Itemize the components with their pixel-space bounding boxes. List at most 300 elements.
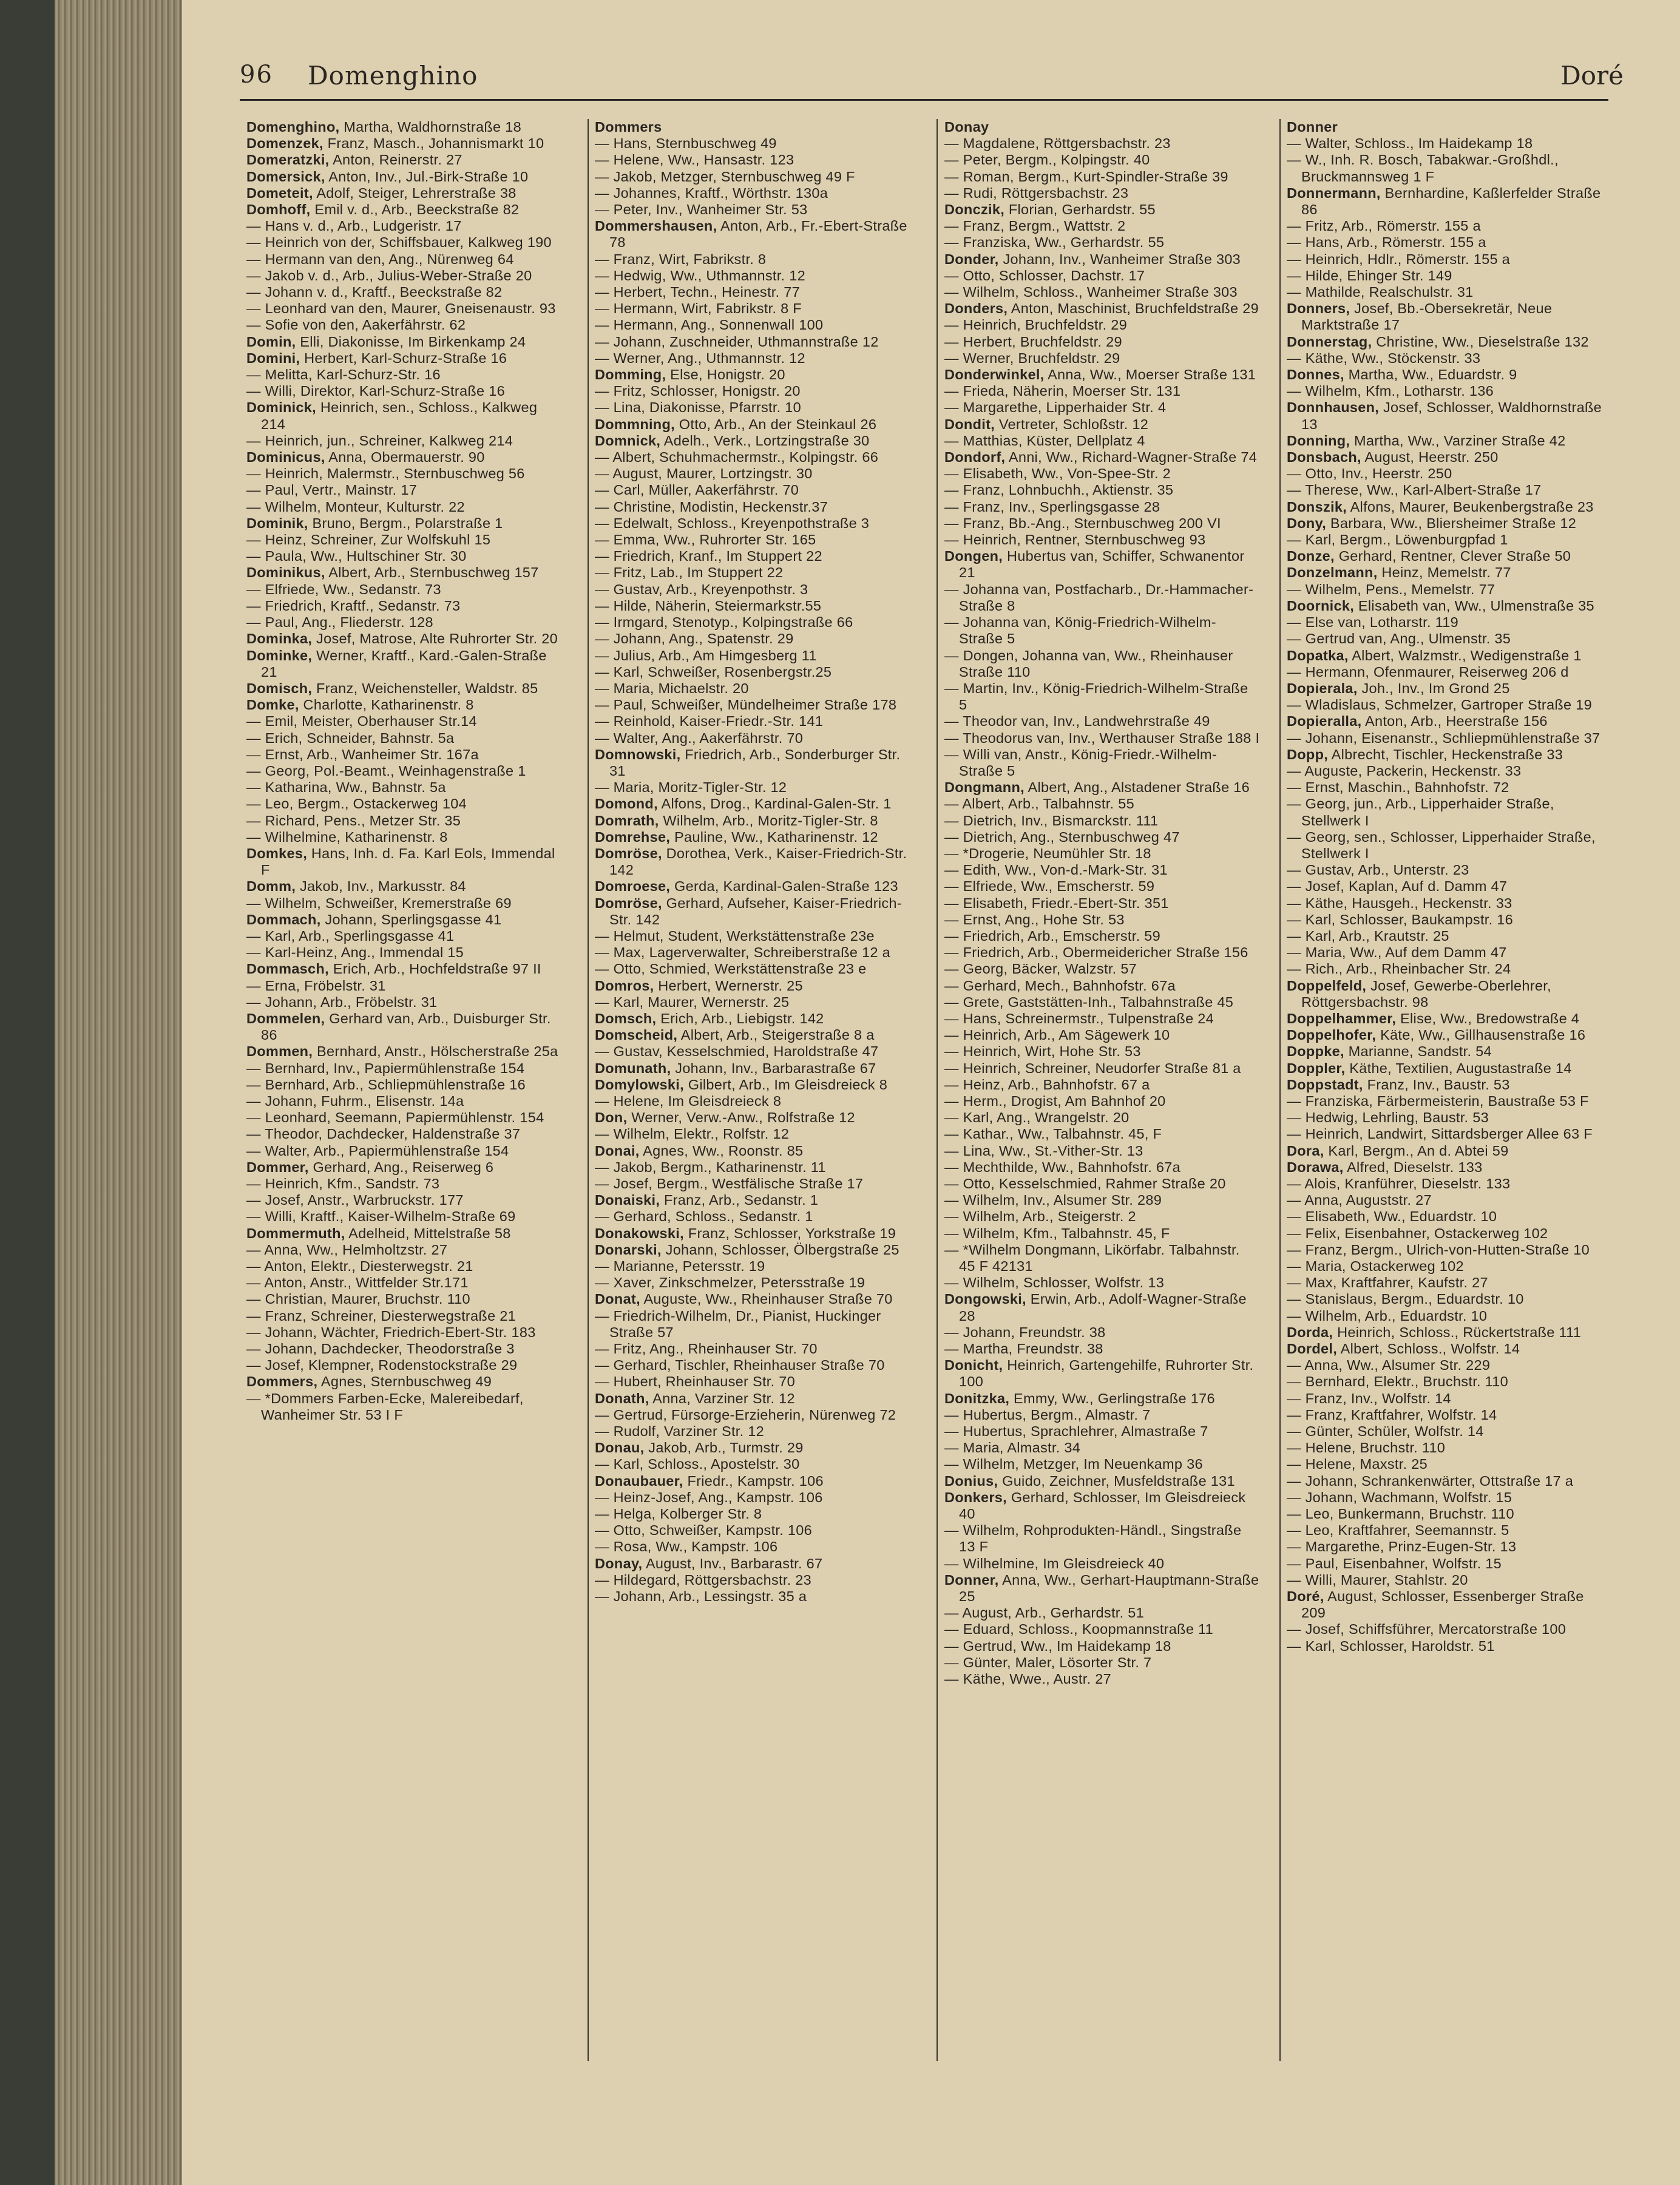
entry-details: — Johann, Wächter, Friedrich-Ebert-Str. 183	[246, 1324, 536, 1340]
entry-details: — Johann, Zuschneider, Uthmannstraße 12	[595, 333, 879, 350]
directory-entry	[595, 680, 910, 697]
directory-entry	[246, 978, 562, 994]
entry-details: — Hubert, Rheinhauser Str. 70	[595, 1374, 796, 1390]
directory-entry	[944, 581, 1260, 614]
entry-details: Bernhardine, Kaßlerfelder Straße 86	[1301, 185, 1601, 218]
entry-surname: Donning,	[1287, 432, 1350, 449]
entry-details: — Lina, Ww., St.-Vither-Str. 13	[944, 1142, 1143, 1159]
entry-details: Johann, Sperlingsgasse 41	[325, 911, 502, 927]
entry-details: Else, Honigstr. 20	[670, 367, 785, 383]
directory-entry	[1287, 1176, 1602, 1192]
entry-details: — Wilhelm, Elektr., Rolfstr. 12	[595, 1126, 790, 1142]
directory-entry	[944, 532, 1260, 548]
directory-entry	[246, 334, 562, 350]
directory-entry	[595, 135, 910, 152]
directory-entry	[944, 1126, 1260, 1142]
entry-details: — Karl, Arb., Krautstr. 25	[1287, 927, 1449, 944]
entry-details: Karl, Bergm., An d. Abtei 59	[1328, 1142, 1509, 1159]
directory-entry	[595, 614, 910, 631]
directory-entry	[944, 317, 1260, 333]
directory-entry	[595, 1308, 910, 1341]
entry-details: Charlotte, Katharinenstr. 8	[303, 697, 474, 713]
directory-entry	[246, 482, 562, 498]
entry-details: — Maria, Michaelstr. 20	[595, 680, 749, 696]
entry-surname: Donai,	[595, 1142, 640, 1159]
directory-entry	[944, 994, 1260, 1011]
entry-details: — Albert, Arb., Talbahnstr. 55	[944, 796, 1134, 812]
entry-details: — Paul, Ang., Fliederstr. 128	[246, 614, 433, 631]
entry-surname: Domhoff,	[246, 202, 311, 218]
directory-entry	[944, 218, 1260, 234]
entry-details: — Helmut, Student, Werkstättenstraße 23e	[595, 927, 875, 944]
directory-entry	[944, 350, 1260, 367]
directory-entry	[595, 1522, 910, 1539]
directory-entry	[595, 1043, 910, 1060]
directory-entry	[246, 1093, 562, 1109]
entry-details: — Franz, Bergm., Ulrich-von-Hutten-Straße 10	[1287, 1241, 1590, 1258]
entry-details: August, Inv., Barbarastr. 67	[645, 1555, 823, 1571]
entry-surname: Dommershausen,	[595, 218, 717, 234]
directory-entry	[1287, 1407, 1602, 1423]
directory-entry	[944, 1605, 1260, 1621]
directory-entry	[595, 202, 910, 218]
entry-details: August, Schlosser, Essenberger Straße 209	[1301, 1588, 1584, 1621]
entry-details: — Christian, Maurer, Bruchstr. 110	[246, 1291, 470, 1307]
entry-details: Johann, Schlosser, Ölbergstraße 25	[665, 1241, 899, 1258]
entry-details: Anna, Varziner Str. 12	[652, 1390, 795, 1406]
entry-surname: Donderwinkel,	[944, 367, 1045, 383]
directory-entry	[595, 334, 910, 350]
directory-entry	[1287, 1308, 1602, 1324]
directory-entry	[944, 779, 1260, 796]
directory-entry	[595, 433, 910, 449]
entry-details: Jakob, Arb., Turmstr. 29	[648, 1440, 804, 1456]
entry-details: — Paul, Vertr., Mainstr. 17	[246, 482, 418, 498]
directory-entry	[595, 779, 910, 796]
entry-surname: Domröse,	[595, 895, 662, 911]
entry-details: — Emil, Meister, Oberhauser Str.14	[246, 713, 477, 730]
directory-entry	[944, 466, 1260, 482]
directory-entry	[246, 449, 562, 466]
directory-entry	[944, 152, 1260, 168]
directory-entry	[1287, 300, 1602, 333]
column-4	[1287, 119, 1602, 1655]
entry-surname: Donzelmann,	[1287, 564, 1378, 581]
directory-entry	[246, 119, 562, 135]
directory-entry	[1287, 1043, 1602, 1060]
entry-details: Adelh., Verk., Lortzingstraße 30	[663, 432, 870, 449]
directory-entry	[246, 763, 562, 779]
directory-entry	[944, 367, 1260, 383]
directory-entry	[944, 1556, 1260, 1572]
directory-entry	[1287, 1489, 1602, 1506]
entry-details: — Käthe, Ww., Stöckenstr. 33	[1287, 350, 1481, 366]
entry-details: — Elfriede, Ww., Sedanstr. 73	[246, 581, 441, 597]
entry-details: — Julius, Arb., Am Himgesberg 11	[595, 647, 817, 663]
entry-surname: Domkes,	[246, 845, 308, 861]
entry-details: — Georg, Bäcker, Walzstr. 57	[944, 961, 1137, 977]
directory-entry	[246, 912, 562, 928]
entry-details: Franz, Arb., Sedanstr. 1	[664, 1192, 819, 1208]
entry-details: — Elfriede, Ww., Emscherstr. 59	[944, 878, 1155, 895]
directory-entry	[1287, 1572, 1602, 1588]
entry-details: — Johann, Freundstr. 38	[944, 1324, 1106, 1340]
entry-details: — Willi, Maurer, Stahlstr. 20	[1287, 1571, 1468, 1588]
directory-entry	[595, 119, 910, 135]
entry-surname: Domnick,	[595, 432, 661, 449]
entry-details: — Felix, Eisenbahner, Ostackerweg 102	[1287, 1225, 1548, 1241]
entry-details: — Friedrich, Arb., Obermeidericher Straße 156	[944, 944, 1248, 961]
directory-entry	[1287, 1275, 1602, 1291]
entry-details: — Franz, Bergm., Wattstr. 2	[944, 218, 1126, 234]
entry-details: — Josef, Kaplan, Auf d. Damm 47	[1287, 878, 1508, 895]
entry-details: Friedrich, Arb., Sonderburger Str. 31	[609, 746, 901, 779]
directory-entry	[595, 284, 910, 300]
entry-details: Wilhelm, Arb., Moritz-Tigler-Str. 8	[663, 812, 878, 828]
directory-entry	[246, 598, 562, 614]
directory-entry	[246, 300, 562, 317]
entry-details: Gerhard, Ang., Reiserweg 6	[313, 1159, 494, 1175]
directory-entry	[246, 350, 562, 367]
entry-details: — Friedrich, Kranf., Im Stuppert 22	[595, 548, 822, 564]
directory-entry	[1287, 466, 1602, 482]
directory-entry	[944, 1060, 1260, 1077]
entry-details: Martha, Ww., Eduardstr. 9	[1348, 367, 1517, 383]
directory-entry	[944, 680, 1260, 713]
directory-entry	[1287, 779, 1602, 796]
entry-details: — W., Inh. R. Bosch, Tabakwar.-Großhdl., Bruckmannsweg 1 F	[1287, 152, 1559, 185]
directory-entry	[246, 284, 562, 300]
book-cover-edge	[0, 0, 55, 2185]
directory-entry	[1287, 334, 1602, 350]
directory-entry	[944, 1225, 1260, 1242]
directory-entry	[944, 300, 1260, 317]
directory-entry	[944, 878, 1260, 895]
entry-details: — August, Maurer, Lortzingstr. 30	[595, 466, 813, 482]
entry-surname: Dopp,	[1287, 746, 1329, 762]
directory-entry	[595, 185, 910, 202]
entry-details: — Edith, Ww., Von-d.-Mark-Str. 31	[944, 862, 1168, 878]
entry-details: — Franziska, Färbermeisterin, Baustraße 53 F	[1287, 1092, 1589, 1109]
directory-entry	[1287, 1506, 1602, 1522]
directory-entry	[246, 1159, 562, 1176]
directory-entry	[595, 218, 910, 251]
directory-entry	[246, 383, 562, 399]
directory-entry	[246, 614, 562, 631]
entry-details: — Johann, Arb., Fröbelstr. 31	[246, 994, 438, 1010]
directory-entry	[246, 433, 562, 449]
directory-entry	[944, 268, 1260, 284]
entry-details: — Martin, Inv., König-Friedrich-Wilhelm-Straße 5	[944, 680, 1248, 713]
entry-details: — Johanna van, Postfacharb., Dr.-Hammacher-Straße 8	[944, 581, 1254, 614]
directory-entry	[944, 796, 1260, 812]
directory-entry	[246, 747, 562, 763]
directory-entry	[1287, 1027, 1602, 1043]
directory-entry	[246, 895, 562, 912]
directory-entry	[944, 813, 1260, 829]
directory-entry	[595, 1391, 910, 1407]
directory-entry	[944, 234, 1260, 251]
entry-details: Alfred, Dieselstr. 133	[1347, 1159, 1483, 1175]
entry-details: — Willi, Direktor, Karl-Schurz-Straße 16	[246, 383, 505, 399]
directory-entry	[1287, 1291, 1602, 1307]
entry-details: — Heinrich, Wirt, Hohe Str. 53	[944, 1043, 1141, 1060]
entry-details: Emil v. d., Arb., Beeckstraße 82	[314, 202, 520, 218]
entry-surname: Dongowski,	[944, 1291, 1026, 1307]
entry-details: Albert, Schloss., Wolfstr. 14	[1340, 1341, 1520, 1357]
entry-surname: Doré,	[1287, 1588, 1324, 1605]
entry-details: — Heinrich, Kfm., Sandstr. 73	[246, 1176, 440, 1191]
entry-details: — Johann, Arb., Lessingstr. 35 a	[595, 1588, 807, 1605]
entry-details: — Grete, Gaststätten-Inh., Talbahnstraße 45	[944, 994, 1234, 1010]
entry-details: Gilbert, Arb., Im Gleisdreieck 8	[688, 1076, 888, 1092]
directory-entry	[595, 1489, 910, 1506]
directory-entry	[595, 1027, 910, 1043]
directory-entry	[595, 317, 910, 333]
entry-details: — Fritz, Arb., Römerstr. 155 a	[1287, 218, 1481, 234]
entry-details: — Otto, Schlosser, Dachstr. 17	[944, 267, 1145, 283]
entry-surname: Donicht,	[944, 1357, 1003, 1374]
directory-entry	[1287, 1556, 1602, 1572]
directory-entry	[246, 1391, 562, 1423]
entry-details: — Margarethe, Prinz-Eugen-Str. 13	[1287, 1539, 1517, 1555]
entry-details: Alfons, Maurer, Beukenbergstraße 23	[1350, 498, 1594, 515]
entry-details: Elise, Ww., Bredowstraße 4	[1400, 1010, 1580, 1026]
entry-details: — Johann, Schrankenwärter, Ottstraße 17 a	[1287, 1472, 1574, 1489]
column-divider	[1279, 119, 1281, 2061]
directory-entry	[595, 928, 910, 944]
directory-entry	[944, 1638, 1260, 1655]
directory-entry	[944, 1109, 1260, 1126]
directory-entry	[595, 564, 910, 581]
directory-entry	[595, 944, 910, 961]
entry-details: — Fritz, Schlosser, Honigstr. 20	[595, 383, 801, 399]
entry-details: — Wilhelm, Arb., Steigerstr. 2	[944, 1208, 1136, 1225]
directory-entry	[944, 1671, 1260, 1687]
directory-entry	[944, 1407, 1260, 1423]
directory-entry	[944, 499, 1260, 515]
directory-entry	[246, 1374, 562, 1390]
entry-details: — Franziska, Ww., Gerhardstr. 55	[944, 234, 1165, 251]
entry-details: — Paul, Schweißer, Mündelheimer Straße 178	[595, 697, 897, 713]
directory-entry	[944, 284, 1260, 300]
entry-details: Anton, Maschinist, Bruchfeldstraße 29	[1011, 300, 1259, 317]
entry-details: Erwin, Arb., Adolf-Wagner-Straße 28	[959, 1291, 1247, 1324]
entry-details: Franz, Masch., Johannismarkt 10	[327, 135, 544, 152]
column-divider	[937, 119, 938, 2061]
directory-entry	[595, 1275, 910, 1291]
entry-surname: Domisch,	[246, 680, 313, 696]
directory-entry	[944, 1341, 1260, 1357]
entry-details: — Elisabeth, Friedr.-Ebert-Str. 351	[944, 895, 1169, 911]
directory-entry	[1287, 680, 1602, 697]
directory-entry	[246, 779, 562, 796]
entry-surname: Dommermuth,	[246, 1225, 345, 1241]
directory-entry	[1287, 1126, 1602, 1142]
directory-entry	[246, 1275, 562, 1291]
entry-details: Auguste, Ww., Rheinhauser Straße 70	[643, 1291, 893, 1307]
entry-details: — Gustav, Kesselschmied, Haroldstraße 47	[595, 1043, 879, 1060]
entry-details: — Hubertus, Sprachlehrer, Almastraße 7	[944, 1423, 1208, 1440]
entry-details: — Hans, Arb., Römerstr. 155 a	[1287, 234, 1486, 251]
directory-entry	[944, 829, 1260, 845]
entry-details: — Ernst, Arb., Wanheimer Str. 167a	[246, 746, 479, 762]
entry-details: — Hubertus, Bergm., Almastr. 7	[944, 1406, 1151, 1423]
entry-surname: Domenzek,	[246, 135, 323, 152]
directory-entry	[944, 747, 1260, 779]
entry-details: — Theodorus van, Inv., Werthauser Straße 188 I	[944, 730, 1260, 746]
directory-entry	[944, 334, 1260, 350]
entry-details: — Heinrich, Arb., Am Sägewerk 10	[944, 1027, 1170, 1043]
directory-entry	[246, 1011, 562, 1043]
entry-details: — Gertrud van, Ang., Ulmenstr. 35	[1287, 631, 1511, 647]
entry-surname: Dominke,	[246, 647, 313, 663]
entry-details: — Fritz, Lab., Im Stuppert 22	[595, 564, 784, 581]
entry-surname: Donner,	[944, 1571, 999, 1588]
entry-details: — Maria, Moritz-Tigler-Str. 12	[595, 779, 787, 796]
entry-surname: Donitzka,	[944, 1390, 1010, 1406]
entry-details: — Gerhard, Mech., Bahnhofstr. 67a	[944, 977, 1176, 994]
directory-entry	[595, 1341, 910, 1357]
entry-details: Marianne, Sandstr. 54	[1348, 1043, 1492, 1060]
entry-details: — Wilhelm, Schweißer, Kremerstraße 69	[246, 895, 512, 911]
directory-entry	[595, 367, 910, 383]
directory-entry	[595, 1077, 910, 1093]
directory-entry	[1287, 713, 1602, 730]
entry-surname: Donius,	[944, 1472, 998, 1489]
entry-details: — Karl, Schloss., Apostelstr. 30	[595, 1456, 800, 1472]
page-number: 96	[240, 61, 273, 89]
entry-surname: Donnes,	[1287, 367, 1344, 383]
entry-details: — Wilhelm, Schlosser, Wolfstr. 13	[944, 1275, 1165, 1291]
header-left-title: Domenghino	[308, 61, 478, 90]
directory-entry	[246, 185, 562, 202]
entry-surname: Dometeit,	[246, 185, 313, 201]
directory-entry	[1287, 1109, 1602, 1126]
entry-surname: Domeratzki,	[246, 152, 330, 168]
directory-entry	[595, 383, 910, 399]
entry-details: Josef, Bb.-Obersekretär, Neue Marktstraße 17	[1301, 300, 1553, 333]
directory-entry	[944, 1391, 1260, 1407]
directory-entry	[944, 713, 1260, 730]
directory-entry	[1287, 1440, 1602, 1456]
entry-details: — Johann, Ang., Spatenstr. 29	[595, 631, 794, 647]
directory-entry	[246, 1192, 562, 1208]
entry-details: Johann, Inv., Wanheimer Straße 303	[1003, 251, 1241, 267]
entry-surname: Donay	[944, 119, 989, 135]
directory-entry	[246, 1308, 562, 1324]
directory-entry	[595, 1192, 910, 1208]
entry-surname: Domke,	[246, 697, 299, 713]
directory-entry	[246, 1208, 562, 1225]
directory-entry	[246, 1043, 562, 1060]
entry-details: — Gustav, Arb., Kreyenpothstr. 3	[595, 581, 808, 597]
entry-details: — Jakob, Bergm., Katharinenstr. 11	[595, 1159, 826, 1175]
entry-details: Agnes, Sternbuschweg 49	[320, 1374, 492, 1390]
entry-surname: Dommning,	[595, 416, 675, 432]
entry-surname: Dommach,	[246, 911, 321, 927]
directory-entry	[944, 928, 1260, 944]
entry-details: — Josef, Klempner, Rodenstockstraße 29	[246, 1357, 518, 1374]
directory-entry	[1287, 878, 1602, 895]
directory-entry	[1287, 1258, 1602, 1275]
directory-entry	[1287, 796, 1602, 828]
entry-details: — Hermann, Ang., Sonnenwall 100	[595, 317, 824, 333]
entry-details: Erich, Arb., Hochfeldstraße 97 II	[333, 961, 541, 977]
directory-entry	[595, 1093, 910, 1109]
entry-details: — Werner, Ang., Uthmannstr. 12	[595, 350, 805, 366]
directory-entry	[246, 581, 562, 598]
directory-entry	[246, 697, 562, 713]
entry-details: Albert, Arb., Sternbuschweg 157	[328, 564, 539, 581]
entry-surname: Dommelen,	[246, 1010, 325, 1026]
entry-details: Franz, Schlosser, Yorkstraße 19	[688, 1225, 896, 1241]
entry-details: — August, Arb., Gerhardstr. 51	[944, 1605, 1145, 1621]
entry-surname: Dongen,	[944, 548, 1003, 564]
directory-entry	[595, 251, 910, 268]
directory-entry	[944, 515, 1260, 532]
directory-entry	[1287, 944, 1602, 961]
directory-entry	[944, 1027, 1260, 1043]
entry-details: Franz, Inv., Baustr. 53	[1367, 1076, 1510, 1092]
entry-surname: Dommer,	[246, 1159, 309, 1175]
entry-details: Hans, Inh. d. Fa. Karl Eols, Immendal F	[261, 845, 555, 878]
entry-details: Franz, Weichensteller, Waldstr. 85	[316, 680, 538, 696]
entry-details: Anton, Inv., Jul.-Birk-Straße 10	[328, 168, 529, 185]
directory-entry	[595, 1556, 910, 1572]
entry-details: — Anton, Elektr., Diesterwegstr. 21	[246, 1258, 473, 1275]
directory-entry	[1287, 1423, 1602, 1440]
entry-details: Gerhard, Schlosser, Im Gleisdreieck 40	[959, 1489, 1246, 1522]
column-3	[944, 119, 1260, 1687]
directory-entry	[595, 1357, 910, 1374]
entry-details: — Günter, Schüler, Wolfstr. 14	[1287, 1423, 1484, 1440]
entry-details: Christine, Ww., Dieselstraße 132	[1376, 333, 1589, 350]
directory-entry	[944, 1043, 1260, 1060]
directory-entry	[246, 994, 562, 1011]
entry-details: — Wilhelm, Kfm., Lotharstr. 136	[1287, 383, 1494, 399]
directory-entry	[246, 829, 562, 845]
directory-entry	[1287, 912, 1602, 928]
entry-details: — Georg, sen., Schlosser, Lipperhaider Straße, Stellwerk I	[1287, 828, 1596, 861]
entry-details: — Frieda, Näherin, Moerser Str. 131	[944, 383, 1181, 399]
entry-surname: Dony,	[1287, 515, 1327, 531]
entry-details: — Franz, Bb.-Ang., Sternbuschweg 200 VI	[944, 515, 1221, 531]
directory-entry	[246, 878, 562, 895]
entry-surname: Domscheid,	[595, 1027, 678, 1043]
directory-entry	[944, 1572, 1260, 1605]
entry-details: — Karl, Schweißer, Rosenbergstr.25	[595, 663, 832, 680]
entry-surname: Dopatka,	[1287, 647, 1349, 663]
entry-details: — Heinrich, Landwirt, Sittardsberger Allee 63 F	[1287, 1126, 1593, 1142]
entry-surname: Domm,	[246, 878, 296, 895]
entry-details: — Martha, Freundstr. 38	[944, 1341, 1103, 1357]
entry-surname: Doppelhofer,	[1287, 1027, 1377, 1043]
entry-details: August, Heerstr. 250	[1364, 449, 1499, 466]
entry-details: — Karl, Ang., Wrangelstr. 20	[944, 1109, 1130, 1126]
directory-entry	[246, 1242, 562, 1258]
entry-details: — Hans, Sternbuschweg 49	[595, 135, 777, 152]
directory-entry	[1287, 1324, 1602, 1341]
entry-surname: Donnerstag,	[1287, 333, 1372, 350]
entry-details: Johann, Inv., Barbarastraße 67	[675, 1060, 876, 1076]
directory-entry	[1287, 185, 1602, 218]
directory-entry	[595, 829, 910, 845]
directory-entry	[246, 1126, 562, 1142]
entry-details: — Wilhelm, Kfm., Talbahnstr. 45, F	[944, 1225, 1170, 1241]
entry-details: — Gustav, Arb., Unterstr. 23	[1287, 862, 1469, 878]
directory-entry	[246, 680, 562, 697]
